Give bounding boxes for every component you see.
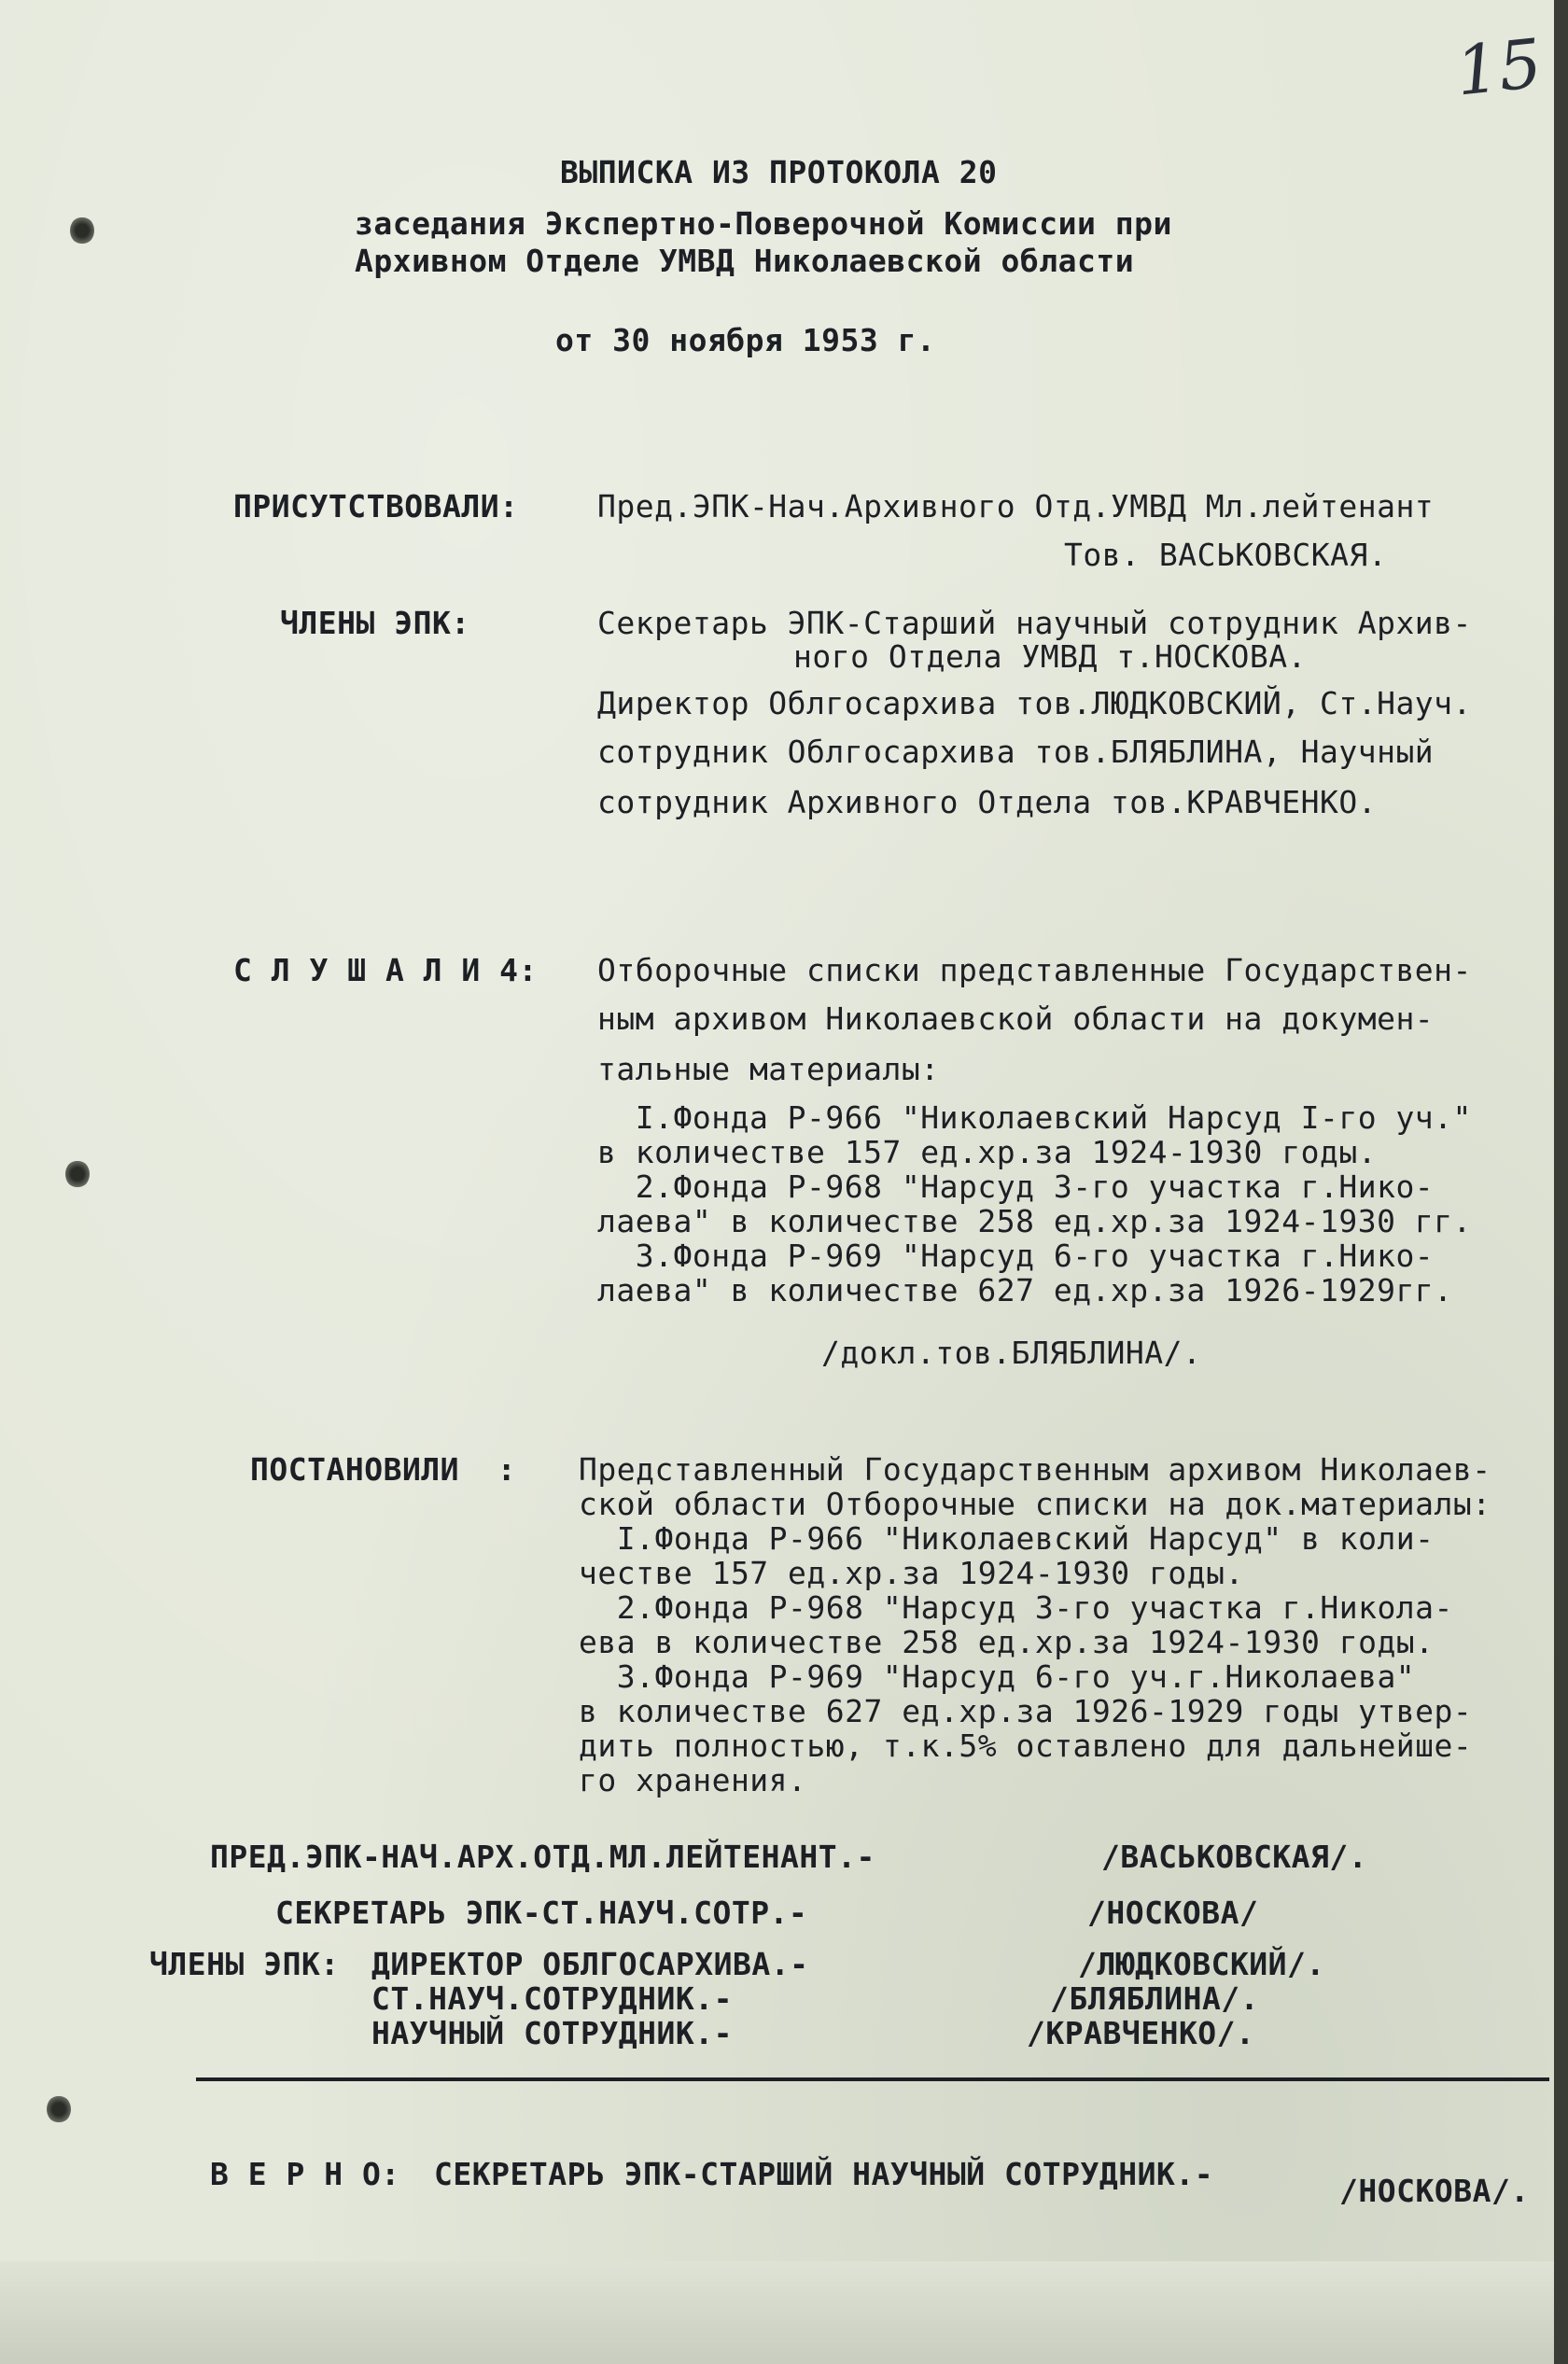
resolved-line: дить полностью, т.к.5% оставлено для дальнейше- — [579, 1728, 1473, 1764]
scan-right-edge — [1554, 0, 1568, 2364]
certification-name: /НОСКОВА/. — [1339, 2173, 1530, 2209]
members-line: сотрудник Архивного Отдела тов.КРАВЧЕНКО. — [597, 784, 1378, 820]
heard-line: ным архивом Николаевской области на докумен- — [597, 1000, 1435, 1037]
members-line: сотрудник Облгосархива тов.БЛЯБЛИНА, Научный — [597, 734, 1435, 770]
member-name: /КРАВЧЕНКО/. — [1027, 2015, 1255, 2051]
document-title: ВЫПИСКА ИЗ ПРОТОКОЛА 20 — [560, 154, 998, 190]
heard-line: тальные материалы: — [597, 1051, 940, 1087]
page-number: 15 — [1451, 23, 1546, 111]
subtitle-line: заседания Экспертно-Поверочной Комиссии при — [355, 205, 1172, 242]
heard-line: 2.Фонда Р-968 "Нарсуд 3-го участка г.Нико- — [597, 1168, 1435, 1205]
heard-line: I.Фонда Р-966 "Николаевский Нарсуд I-го уч." — [597, 1099, 1472, 1136]
certification-text: СЕКРЕТАРЬ ЭПК-СТАРШИЙ НАУЧНЫЙ СОТРУДНИК.- — [434, 2156, 1214, 2192]
present-line: Пред.ЭПК-Нач.Архивного Отд.УМВД Мл.лейтенант — [597, 488, 1435, 525]
subtitle-line: Архивном Отделе УМВД Николаевской области — [355, 243, 1135, 279]
resolved-line: го хранения. — [579, 1762, 807, 1798]
secretary-name: /НОСКОВА/ — [1087, 1895, 1259, 1931]
heard-line: Отборочные списки представленные Государствен- — [597, 952, 1472, 988]
resolved-line: ской области Отборочные списки на док.материалы: — [579, 1486, 1491, 1522]
heard-line: лаева" в количестве 627 ед.хр.за 1926-1929гг. — [597, 1272, 1453, 1308]
resolved-line: 2.Фонда Р-968 "Нарсуд 3-го участка г.Никола- — [579, 1589, 1453, 1626]
divider-line — [196, 2077, 1549, 2081]
document-date: от 30 ноября 1953 г. — [555, 322, 936, 358]
resolved-line: в количестве 627 ед.хр.за 1926-1929 годы утвер- — [579, 1693, 1473, 1729]
resolved-line: ева в количестве 258 ед.хр.за 1924-1930 годы. — [579, 1624, 1435, 1660]
certification-label: В Е Р Н О: — [210, 2156, 400, 2192]
members-line: Секретарь ЭПК-Старший научный сотрудник Архив- — [597, 605, 1472, 641]
chair-title: ПРЕД.ЭПК-НАЧ.АРХ.ОТД.МЛ.ЛЕЙТЕНАНТ.- — [210, 1839, 875, 1875]
members-label: ЧЛЕНЫ ЭПК: — [280, 605, 470, 641]
resolved-line: Представленный Государственным архивом Николаев- — [579, 1451, 1491, 1488]
heard-line: лаева" в количестве 258 ед.хр.за 1924-1930 гг. — [597, 1203, 1472, 1239]
heard-speaker: /докл.тов.БЛЯБЛИНА/. — [821, 1335, 1202, 1371]
member-title: НАУЧНЫЙ СОТРУДНИК.- — [371, 2015, 733, 2051]
members-line: Директор Облгосархива тов.ЛЮДКОВСКИЙ, Ст.Науч. — [597, 685, 1472, 721]
punch-hole — [47, 2095, 71, 2123]
heard-line: 3.Фонда Р-969 "Нарсуд 6-го участка г.Нико- — [597, 1238, 1435, 1274]
resolved-line: честве 157 ед.хр.за 1924-1930 годы. — [579, 1555, 1244, 1591]
member-name: /БЛЯБЛИНА/. — [1050, 1980, 1260, 2017]
punch-hole — [70, 217, 94, 245]
member-name: /ЛЮДКОВСКИЙ/. — [1078, 1946, 1325, 1982]
member-title: СТ.НАУЧ.СОТРУДНИК.- — [371, 1980, 733, 2017]
heard-line: в количестве 157 ед.хр.за 1924-1930 годы. — [597, 1134, 1378, 1170]
secretary-title: СЕКРЕТАРЬ ЭПК-СТ.НАУЧ.СОТР.- — [275, 1895, 808, 1931]
resolved-line: 3.Фонда Р-969 "Нарсуд 6-го уч.г.Николаева" — [579, 1658, 1416, 1695]
chair-name: /ВАСЬКОВСКАЯ/. — [1101, 1839, 1368, 1875]
present-line: Тов. ВАСЬКОВСКАЯ. — [1064, 537, 1388, 573]
member-title: ДИРЕКТОР ОБЛГОСАРХИВА.- — [371, 1946, 809, 1982]
resolved-line: I.Фонда Р-966 "Николаевский Нарсуд" в коли- — [579, 1520, 1435, 1557]
members-signature-label: ЧЛЕНЫ ЭПК: — [149, 1946, 340, 1982]
resolved-label: ПОСТАНОВИЛИ : — [250, 1451, 517, 1488]
heard-label: С Л У Ш А Л И 4: — [233, 952, 538, 988]
present-label: ПРИСУТСТВОВАЛИ: — [233, 488, 519, 525]
scan-bottom-edge — [0, 2261, 1554, 2364]
members-line: ного Отдела УМВД т.НОСКОВА. — [793, 638, 1307, 675]
punch-hole — [65, 1160, 90, 1188]
